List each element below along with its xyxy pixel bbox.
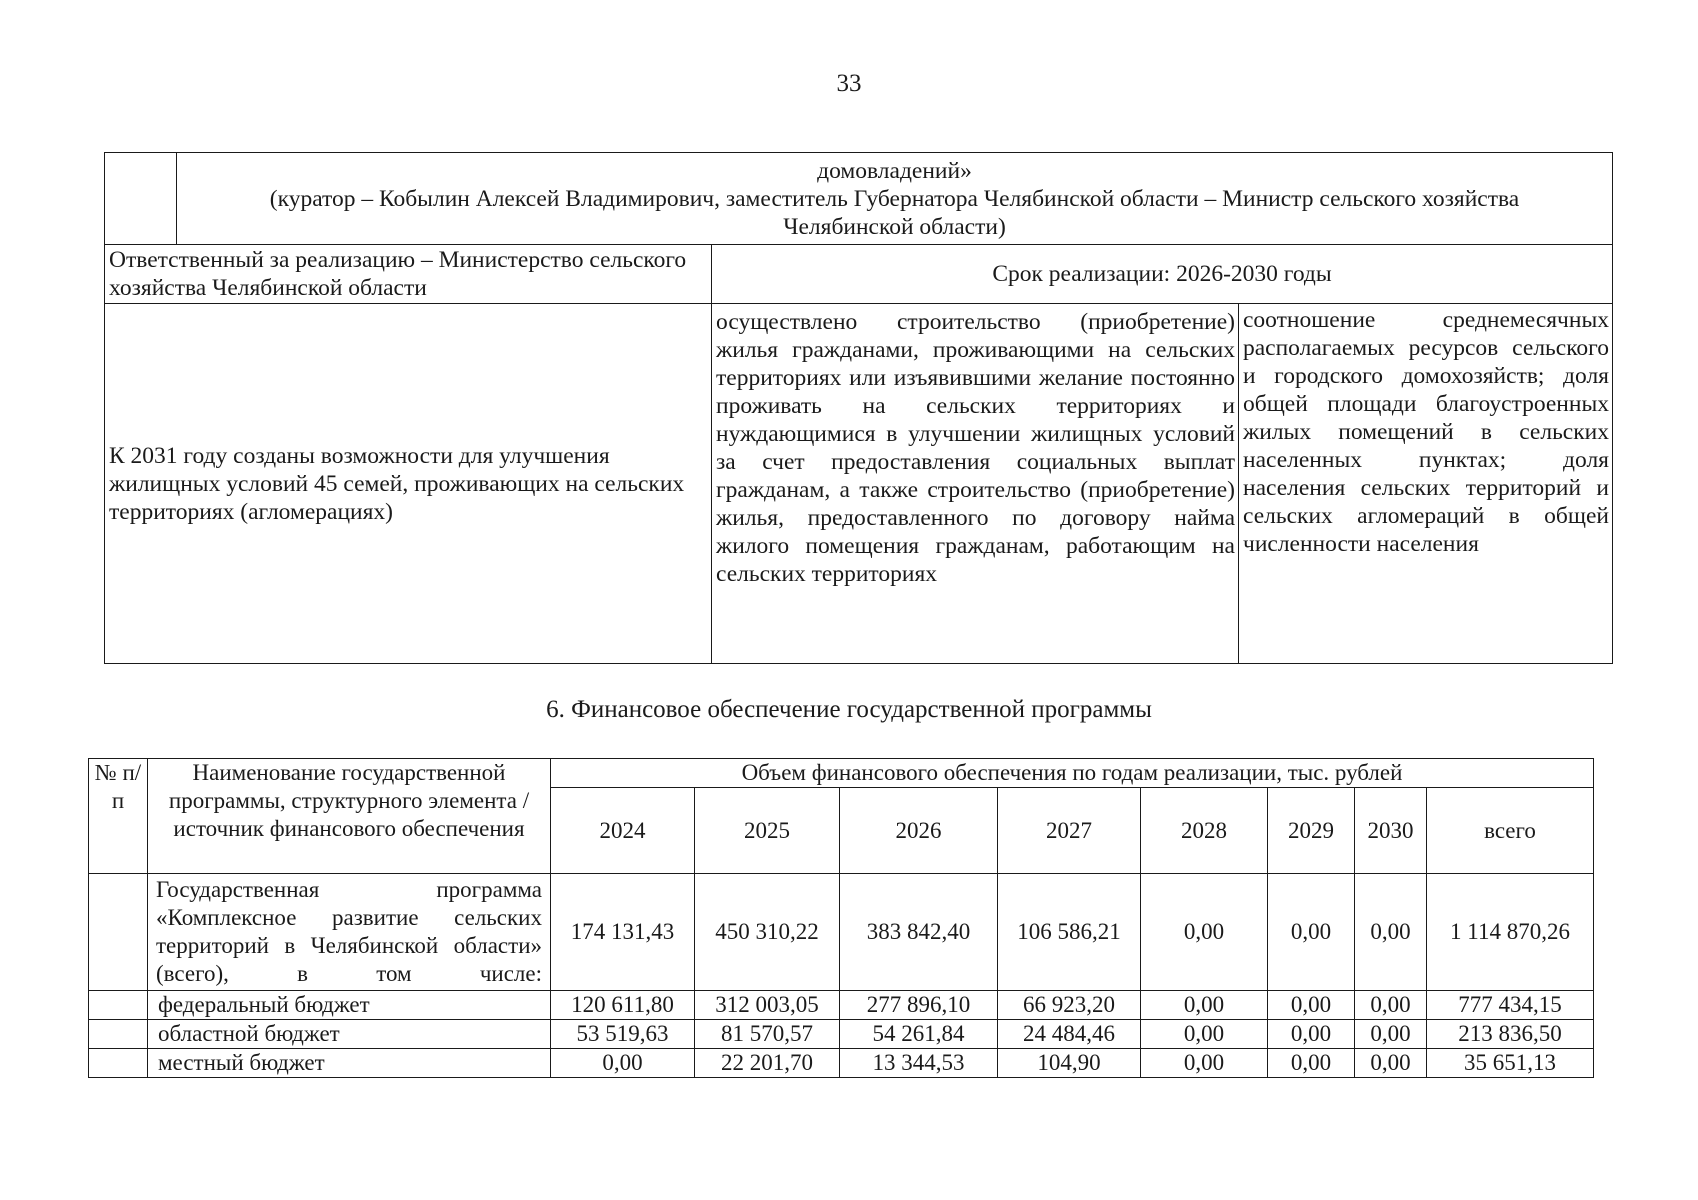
table-row (89, 991, 1594, 1020)
total-header: всего (1427, 788, 1594, 874)
finance-table (88, 758, 1594, 1078)
value-cell: 312 003,05 (695, 991, 840, 1020)
header-line: домовладений» (817, 158, 972, 184)
value-cell: 383 842,40 (840, 874, 998, 991)
value-cell: 277 896,10 (840, 991, 998, 1020)
structural-element-table (104, 152, 1613, 664)
year-header: 2024 (551, 788, 695, 874)
responsible-cell (105, 245, 712, 304)
year-header: 2027 (998, 788, 1141, 874)
total-cell: 777 434,15 (1427, 991, 1594, 1020)
col-number-header (89, 759, 148, 874)
year-header: 2026 (840, 788, 998, 874)
value-cell: 0,00 (1141, 1049, 1268, 1078)
row-name: областной бюджет (148, 1020, 551, 1049)
row-number (89, 1049, 148, 1078)
col-name-label: Наименование государственной программы, структурного элемента / источник финансового обеспечения (168, 760, 530, 841)
row-number (89, 874, 148, 991)
value-cell: 24 484,46 (998, 1020, 1141, 1049)
col-group-header (551, 759, 1594, 788)
value-cell: 0,00 (1355, 1049, 1427, 1078)
deadline-cell (712, 245, 1613, 304)
result-text: К 2031 году созданы возможности для улучшения жилищных условий 45 семей, проживающих на сельских территориях (агломерациях) (109, 442, 685, 525)
value-cell: 0,00 (1268, 1049, 1355, 1078)
program-header-cell (177, 153, 1613, 245)
total-cell: 35 651,13 (1427, 1049, 1594, 1078)
value-cell: 53 519,63 (551, 1020, 695, 1049)
year-header: 2028 (1141, 788, 1268, 874)
indicators-cell (1239, 304, 1613, 664)
row-number (89, 1020, 148, 1049)
result-cell (105, 304, 712, 664)
row-name: местный бюджет (148, 1049, 551, 1078)
row-name-text: Государственная программа «Комплексное развитие сельских территорий в Челябинской области» (всего), в том числе: (156, 877, 542, 986)
value-cell: 104,90 (998, 1049, 1141, 1078)
table-header-row (89, 759, 1594, 788)
value-cell: 0,00 (1355, 991, 1427, 1020)
col-group-label: Объем финансового обеспечения по годам реализации, тыс. рублей (741, 760, 1403, 785)
col-name-header (148, 759, 551, 874)
value-cell: 0,00 (1141, 1020, 1268, 1049)
value-cell: 450 310,22 (695, 874, 840, 991)
table-row (89, 1049, 1594, 1078)
value-cell: 106 586,21 (998, 874, 1141, 991)
value-cell: 0,00 (1141, 874, 1268, 991)
value-cell: 0,00 (1268, 874, 1355, 991)
deadline-text: Срок реализации: 2026-2030 годы (992, 261, 1332, 287)
value-cell: 81 570,57 (695, 1020, 840, 1049)
header-line: (куратор – Кобылин Алексей Владимирович, заместитель Губернатора Челябинской области – Министр сельского хозяйства (269, 186, 1520, 212)
value-cell: 0,00 (1355, 874, 1427, 991)
table-row (105, 153, 1613, 245)
total-cell: 1 114 870,26 (1427, 874, 1594, 991)
table-row (89, 874, 1594, 991)
value-cell: 174 131,43 (551, 874, 695, 991)
value-cell: 0,00 (1268, 1020, 1355, 1049)
section-title: 6. Финансовое обеспечение государственной программы (546, 696, 1152, 723)
value-cell: 0,00 (551, 1049, 695, 1078)
row-name (148, 874, 551, 991)
table-row (105, 304, 1613, 664)
total-cell: 213 836,50 (1427, 1020, 1594, 1049)
value-cell: 0,00 (1141, 991, 1268, 1020)
description-text: осуществлено строительство (приобретение) жилья гражданами, проживающими на сельских территориях или изъявившими желание постоянно проживать на сельских территориях и нуждающимися в улучшении жилищных условий за счет предоставления социальных выплат гражданам, а также строительство (приобретение) жилья, предоставленного по договору найма жилого помещения гражданам, работающим на сельских территориях (716, 309, 1235, 587)
table-row (89, 1020, 1594, 1049)
value-cell: 0,00 (1268, 991, 1355, 1020)
year-header: 2029 (1268, 788, 1355, 874)
value-cell: 0,00 (1355, 1020, 1427, 1049)
col-number-label: № п/п (94, 760, 142, 813)
responsible-text: Ответственный за реализацию – Министерство сельского хозяйства Челябинской области (109, 247, 687, 301)
value-cell: 13 344,53 (840, 1049, 998, 1078)
value-cell: 66 923,20 (998, 991, 1141, 1020)
page-number: 33 (836, 70, 862, 97)
year-header: 2025 (695, 788, 840, 874)
value-cell: 54 261,84 (840, 1020, 998, 1049)
description-cell (712, 304, 1239, 664)
year-header: 2030 (1355, 788, 1427, 874)
header-line: Челябинской области) (783, 214, 1006, 240)
row-name: федеральный бюджет (148, 991, 551, 1020)
row-number (89, 991, 148, 1020)
value-cell: 22 201,70 (695, 1049, 840, 1078)
value-cell: 120 611,80 (551, 991, 695, 1020)
empty-number-cell (105, 153, 177, 245)
table-row (105, 245, 1613, 304)
indicators-text: соотношение среднемесячных располагаемых ресурсов сельского и городского домохозяйств; доля общей площади благоустроенных жилых помещений в сельских населенных пунктах; доля населения сельских территорий и сельских агломераций в общей численности населения (1243, 307, 1609, 557)
